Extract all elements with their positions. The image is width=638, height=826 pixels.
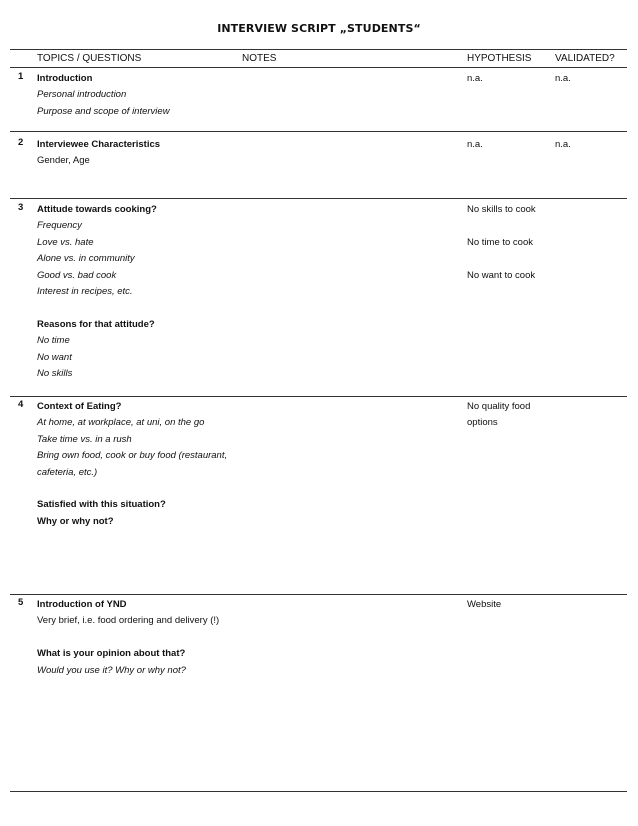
section-hypothesis (467, 202, 557, 284)
blank-line (467, 251, 557, 267)
section-divider (10, 396, 627, 397)
topic-line: Gender, Age (37, 155, 90, 167)
hypothesis-line: No time to cook (467, 236, 533, 248)
topic-line: Frequency (37, 220, 82, 232)
section-hypothesis (467, 71, 557, 87)
topic-line: Interest in recipes, etc. (37, 286, 133, 298)
topic-line: Introduction of YND (37, 599, 127, 610)
column-header-hypothesis: HYPOTHESIS (467, 53, 532, 64)
section-number: 4 (18, 399, 24, 410)
section-divider (10, 594, 627, 595)
section-hypothesis (467, 137, 557, 153)
section-hypothesis (467, 597, 557, 613)
section-number: 5 (18, 597, 24, 608)
section-number: 3 (18, 202, 24, 213)
topic-line: Alone vs. in community (37, 253, 135, 265)
section-topics (37, 399, 457, 530)
document-title: INTERVIEW SCRIPT „STUDENTS“ (217, 22, 421, 35)
section-topics (37, 202, 457, 382)
hypothesis-line: Website (467, 599, 502, 610)
hypothesis-line: No want to cook (467, 269, 536, 281)
topic-line: Context of Eating? (37, 401, 122, 412)
topic-line: What is your opinion about that? (37, 648, 186, 660)
section-divider (10, 131, 627, 132)
topic-line: Interviewee Characteristics (37, 139, 161, 150)
topic-line: At home, at workplace, at uni, on the go (37, 417, 205, 429)
section-topics (37, 71, 457, 120)
hypothesis-line: No skills to cook (467, 204, 536, 215)
topic-line: Purpose and scope of interview (37, 105, 170, 117)
topic-line: Very brief, i.e. food ordering and delivery (!) (37, 615, 220, 627)
hypothesis-line: No quality food (467, 401, 531, 412)
section-number: 1 (18, 71, 24, 82)
topic-line: Personal introduction (37, 89, 127, 101)
section-validated: n.a. (555, 73, 571, 84)
section-hypothesis (467, 399, 557, 432)
section-number: 2 (18, 137, 24, 148)
blank-line (37, 300, 457, 316)
section-validated: n.a. (555, 139, 571, 150)
hypothesis-line: options (467, 417, 498, 429)
table-bottom-rule (10, 791, 627, 792)
header-top-rule (10, 49, 627, 50)
section-divider (10, 198, 627, 199)
topic-line: Satisfied with this situation? (37, 499, 166, 511)
topic-line: No want (37, 351, 72, 363)
topic-line: No time (37, 335, 70, 347)
blank-line (467, 218, 557, 234)
blank-line (37, 630, 457, 646)
column-header-notes: NOTES (242, 53, 277, 64)
section-topics (37, 597, 457, 679)
header-bottom-rule (10, 67, 627, 68)
topic-line: cafeteria, etc.) (37, 466, 98, 478)
topic-line: Reasons for that attitude? (37, 318, 155, 330)
blank-line (37, 481, 457, 497)
column-header-topics: TOPICS / QUESTIONS (37, 53, 142, 64)
topic-line: Love vs. hate (37, 236, 94, 248)
hypothesis-line: n.a. (467, 139, 483, 150)
column-header-validated: VALIDATED? (555, 53, 615, 64)
topic-line: No skills (37, 368, 73, 380)
topic-line: Take time vs. in a rush (37, 433, 132, 445)
topic-line: Why or why not? (37, 515, 114, 527)
topic-line: Introduction (37, 73, 93, 84)
hypothesis-line: n.a. (467, 73, 483, 84)
topic-line: Attitude towards cooking? (37, 204, 157, 215)
topic-line: Bring own food, cook or buy food (restaurant, (37, 450, 228, 462)
topic-line: Good vs. bad cook (37, 269, 117, 281)
topic-line: Would you use it? Why or why not? (37, 664, 186, 676)
section-topics (37, 137, 457, 170)
